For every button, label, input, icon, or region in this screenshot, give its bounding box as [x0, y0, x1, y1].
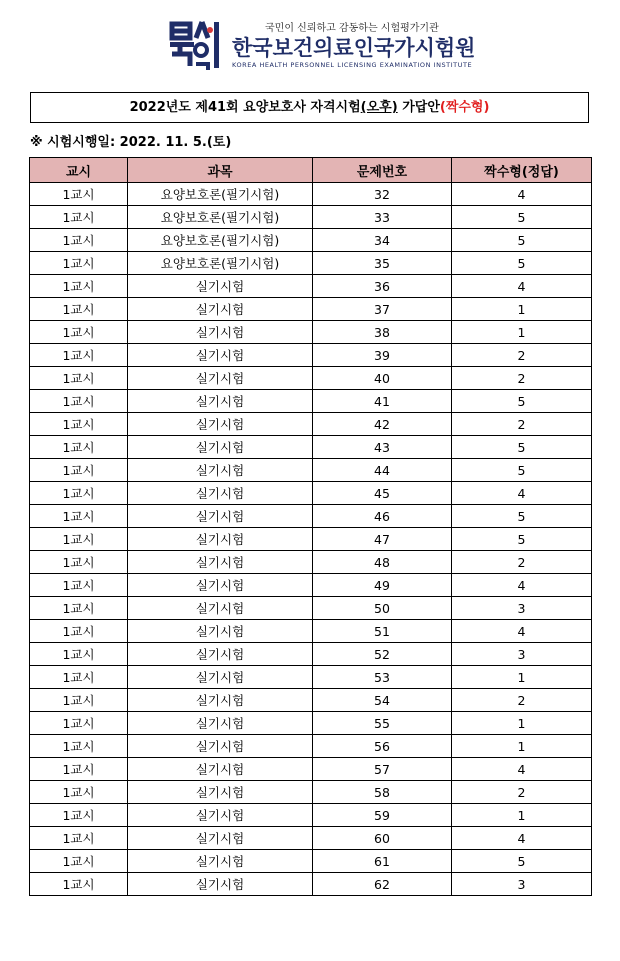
table-row: [30, 873, 592, 896]
table-row: [30, 459, 592, 482]
cell-period: 1교시: [30, 252, 128, 275]
cell-answer: 1: [452, 712, 592, 735]
column-header-question-number: 문제번호: [313, 158, 452, 183]
cell-period: 1교시: [30, 620, 128, 643]
cell-subject: 실기시험: [128, 505, 313, 528]
cell-answer: 1: [452, 735, 592, 758]
cell-question-number: 50: [313, 597, 452, 620]
cell-subject: 실기시험: [128, 390, 313, 413]
cell-period: 1교시: [30, 597, 128, 620]
cell-question-number: 57: [313, 758, 452, 781]
cell-question-number: 61: [313, 850, 452, 873]
cell-period: 1교시: [30, 574, 128, 597]
cell-answer: 1: [452, 666, 592, 689]
cell-subject: 실기시험: [128, 620, 313, 643]
table-row: [30, 689, 592, 712]
cell-period: 1교시: [30, 183, 128, 206]
cell-period: 1교시: [30, 505, 128, 528]
cell-question-number: 42: [313, 413, 452, 436]
cell-subject: 실기시험: [128, 298, 313, 321]
cell-question-number: 48: [313, 551, 452, 574]
cell-period: 1교시: [30, 275, 128, 298]
table-row: [30, 620, 592, 643]
table-row: [30, 367, 592, 390]
cell-question-number: 55: [313, 712, 452, 735]
cell-question-number: 46: [313, 505, 452, 528]
cell-subject: 실기시험: [128, 597, 313, 620]
table-row: [30, 252, 592, 275]
table-header-row: [30, 158, 592, 183]
cell-subject: 실기시험: [128, 643, 313, 666]
cell-answer: 2: [452, 781, 592, 804]
org-name-english: KOREA HEALTH PERSONNEL LICENSING EXAMINATION INSTITUTE: [232, 61, 473, 69]
cell-answer: 4: [452, 275, 592, 298]
cell-period: 1교시: [30, 482, 128, 505]
cell-subject: 실기시험: [128, 367, 313, 390]
cell-answer: 1: [452, 298, 592, 321]
answer-table: [29, 157, 592, 896]
cell-subject: 실기시험: [128, 344, 313, 367]
cell-subject: 실기시험: [128, 528, 313, 551]
cell-period: 1교시: [30, 804, 128, 827]
cell-subject: 실기시험: [128, 275, 313, 298]
table-row: [30, 229, 592, 252]
cell-question-number: 54: [313, 689, 452, 712]
cell-period: 1교시: [30, 344, 128, 367]
table-row: [30, 781, 592, 804]
cell-subject: 요양보호론(필기시험): [128, 252, 313, 275]
cell-answer: 1: [452, 804, 592, 827]
cell-period: 1교시: [30, 436, 128, 459]
cell-period: 1교시: [30, 827, 128, 850]
cell-subject: 실기시험: [128, 482, 313, 505]
table-row: [30, 551, 592, 574]
cell-answer: 5: [452, 459, 592, 482]
cell-period: 1교시: [30, 781, 128, 804]
cell-question-number: 47: [313, 528, 452, 551]
cell-subject: 실기시험: [128, 712, 313, 735]
cell-subject: 실기시험: [128, 758, 313, 781]
cell-answer: 3: [452, 873, 592, 896]
cell-answer: 5: [452, 528, 592, 551]
cell-subject: 실기시험: [128, 873, 313, 896]
cell-answer: 2: [452, 367, 592, 390]
cell-subject: 실기시험: [128, 321, 313, 344]
cell-question-number: 36: [313, 275, 452, 298]
cell-subject: 요양보호론(필기시험): [128, 183, 313, 206]
cell-period: 1교시: [30, 321, 128, 344]
table-row: [30, 344, 592, 367]
cell-question-number: 53: [313, 666, 452, 689]
table-row: [30, 390, 592, 413]
cell-question-number: 38: [313, 321, 452, 344]
cell-subject: 실기시험: [128, 781, 313, 804]
org-logo: [168, 18, 476, 74]
title-session: (오후): [360, 100, 398, 115]
cell-answer: 4: [452, 574, 592, 597]
cell-answer: 2: [452, 344, 592, 367]
cell-period: 1교시: [30, 459, 128, 482]
cell-question-number: 37: [313, 298, 452, 321]
cell-answer: 5: [452, 252, 592, 275]
cell-period: 1교시: [30, 551, 128, 574]
cell-question-number: 41: [313, 390, 452, 413]
cell-question-number: 58: [313, 781, 452, 804]
kuksi-logo-mark-icon: [168, 20, 222, 72]
cell-period: 1교시: [30, 666, 128, 689]
table-row: [30, 413, 592, 436]
cell-answer: 2: [452, 689, 592, 712]
cell-answer: 3: [452, 643, 592, 666]
column-header-subject: 과목: [128, 158, 313, 183]
cell-answer: 5: [452, 390, 592, 413]
cell-answer: 5: [452, 229, 592, 252]
cell-answer: 5: [452, 505, 592, 528]
cell-question-number: 34: [313, 229, 452, 252]
cell-period: 1교시: [30, 712, 128, 735]
table-row: [30, 827, 592, 850]
cell-question-number: 32: [313, 183, 452, 206]
cell-question-number: 44: [313, 459, 452, 482]
table-row: [30, 321, 592, 344]
cell-subject: 실기시험: [128, 436, 313, 459]
document-title: [30, 92, 589, 123]
cell-subject: 실기시험: [128, 413, 313, 436]
table-row: [30, 206, 592, 229]
table-row: [30, 482, 592, 505]
cell-answer: 2: [452, 551, 592, 574]
cell-question-number: 62: [313, 873, 452, 896]
table-row: [30, 597, 592, 620]
cell-period: 1교시: [30, 758, 128, 781]
table-row: [30, 298, 592, 321]
title-prefix: 2022년도 제41회 요양보호사 자격시험: [129, 100, 361, 115]
cell-answer: 1: [452, 321, 592, 344]
cell-subject: 실기시험: [128, 850, 313, 873]
table-row: [30, 275, 592, 298]
table-row: [30, 666, 592, 689]
cell-question-number: 56: [313, 735, 452, 758]
cell-subject: 실기시험: [128, 689, 313, 712]
cell-subject: 실기시험: [128, 735, 313, 758]
title-middle: 가답안: [397, 100, 440, 115]
table-row: [30, 804, 592, 827]
cell-period: 1교시: [30, 689, 128, 712]
column-header-period: 교시: [30, 158, 128, 183]
title-type-label: (짝수형): [439, 100, 490, 115]
table-row: [30, 712, 592, 735]
cell-period: 1교시: [30, 229, 128, 252]
cell-answer: 4: [452, 482, 592, 505]
cell-period: 1교시: [30, 528, 128, 551]
cell-period: 1교시: [30, 298, 128, 321]
cell-question-number: 33: [313, 206, 452, 229]
cell-period: 1교시: [30, 873, 128, 896]
cell-period: 1교시: [30, 413, 128, 436]
cell-answer: 2: [452, 413, 592, 436]
cell-subject: 실기시험: [128, 459, 313, 482]
table-row: [30, 183, 592, 206]
cell-subject: 요양보호론(필기시험): [128, 229, 313, 252]
table-row: [30, 505, 592, 528]
cell-question-number: 51: [313, 620, 452, 643]
cell-question-number: 39: [313, 344, 452, 367]
cell-period: 1교시: [30, 206, 128, 229]
table-row: [30, 850, 592, 873]
org-tagline: 국민이 신뢰하고 감동하는 시험평가기관: [265, 23, 439, 34]
table-row: [30, 758, 592, 781]
table-row: [30, 643, 592, 666]
cell-question-number: 52: [313, 643, 452, 666]
cell-answer: 5: [452, 436, 592, 459]
column-header-answer: 짝수형(정답): [452, 158, 592, 183]
cell-answer: 4: [452, 183, 592, 206]
cell-answer: 5: [452, 850, 592, 873]
table-row: [30, 528, 592, 551]
table-row: [30, 436, 592, 459]
table-row: [30, 735, 592, 758]
cell-period: 1교시: [30, 367, 128, 390]
cell-subject: 실기시험: [128, 551, 313, 574]
cell-subject: 실기시험: [128, 666, 313, 689]
cell-subject: 실기시험: [128, 574, 313, 597]
cell-question-number: 43: [313, 436, 452, 459]
cell-answer: 4: [452, 620, 592, 643]
cell-question-number: 60: [313, 827, 452, 850]
exam-date: ※ 시험시행일: 2022. 11. 5.(토): [30, 135, 232, 150]
cell-subject: 실기시험: [128, 827, 313, 850]
cell-question-number: 49: [313, 574, 452, 597]
cell-subject: 실기시험: [128, 804, 313, 827]
cell-period: 1교시: [30, 735, 128, 758]
cell-question-number: 45: [313, 482, 452, 505]
cell-period: 1교시: [30, 643, 128, 666]
cell-period: 1교시: [30, 390, 128, 413]
cell-answer: 4: [452, 758, 592, 781]
cell-question-number: 35: [313, 252, 452, 275]
cell-answer: 5: [452, 206, 592, 229]
cell-period: 1교시: [30, 850, 128, 873]
cell-question-number: 40: [313, 367, 452, 390]
cell-subject: 요양보호론(필기시험): [128, 206, 313, 229]
org-name: 한국보건의료인국가시험원: [232, 36, 476, 60]
cell-question-number: 59: [313, 804, 452, 827]
cell-answer: 3: [452, 597, 592, 620]
cell-answer: 4: [452, 827, 592, 850]
table-row: [30, 574, 592, 597]
